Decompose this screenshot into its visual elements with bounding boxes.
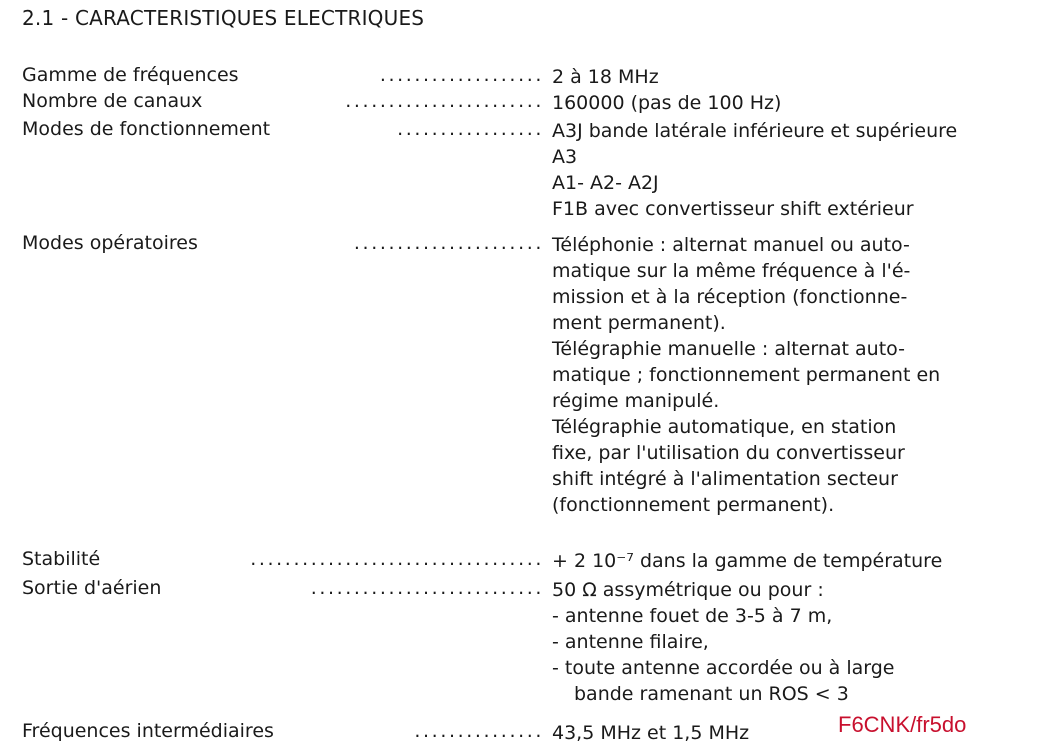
dot-leader: ................. [397, 118, 544, 140]
spec-value: matique sur la même fréquence à l'é- [552, 260, 911, 282]
spec-value: - toute antenne accordée ou à large [552, 657, 895, 679]
spec-value: mission et à la réception (fonctionne- [552, 286, 908, 308]
spec-value: 160000 (pas de 100 Hz) [552, 92, 782, 114]
spec-values [552, 548, 942, 574]
spec-label: Modes opératoires [22, 232, 198, 254]
dot-leader: ............... [414, 720, 544, 742]
spec-label: Sortie d'aérien [22, 577, 162, 599]
spec-label: Stabilité [22, 548, 101, 570]
dot-leader: ........................... [310, 577, 544, 599]
spec-row-antenna-output [22, 577, 1032, 705]
spec-values [552, 90, 781, 116]
section-title: 2.1 - CARACTERISTIQUES ELECTRIQUES [22, 6, 425, 30]
spec-row-channel-count [22, 90, 1032, 120]
spec-row-operational-modes [22, 232, 1032, 516]
spec-value: régime manipulé. [552, 390, 720, 412]
spec-label: Gamme de fréquences [22, 64, 239, 86]
spec-value: F1B avec convertisseur shift extérieur [552, 198, 914, 220]
dot-leader: ...................... [353, 232, 544, 254]
spec-value: 43,5 MHz et 1,5 MHz [552, 722, 750, 744]
spec-value: Télégraphie automatique, en station [552, 416, 897, 438]
spec-value: - antenne filaire, [552, 631, 709, 653]
dot-leader: ....................... [345, 90, 544, 112]
watermark-signature: F6CNK/fr5do [838, 712, 967, 737]
spec-value: (fonctionnement permanent). [552, 494, 835, 516]
spec-label: Modes de fonctionnement [22, 118, 271, 140]
spec-value: A3J bande latérale inférieure et supérieure [552, 120, 958, 142]
spec-value: shift intégré à l'alimentation secteur [552, 468, 898, 490]
spec-label: Fréquences intermédiaires [22, 720, 274, 742]
spec-value: Télégraphie manuelle : alternat auto- [552, 338, 905, 360]
spec-values [552, 64, 659, 90]
spec-row-stability [22, 548, 1032, 578]
spec-value: bande ramenant un ROS < 3 [574, 683, 849, 705]
spec-value: A3 [552, 146, 578, 168]
dot-leader: .................................. [250, 548, 544, 570]
spec-value: 50 Ω assymétrique ou pour : [552, 579, 824, 601]
spec-values [552, 232, 940, 518]
spec-value: A1- A2- A2J [552, 172, 659, 194]
spec-value: Téléphonie : alternat manuel ou auto- [552, 234, 910, 256]
spec-row-operating-modes [22, 118, 1032, 220]
spec-values [552, 577, 894, 707]
dot-leader: ................... [379, 64, 544, 86]
spec-label: Nombre de canaux [22, 90, 203, 112]
spec-values [552, 720, 749, 746]
spec-value: + 2 10⁻⁷ dans la gamme de température [552, 550, 943, 572]
spec-value: fixe, par l'utilisation du convertisseur [552, 442, 905, 464]
spec-value: - antenne fouet de 3-5 à 7 m, [552, 605, 833, 627]
spec-values [552, 118, 957, 222]
spec-value: matique ; fonctionnement permanent en [552, 364, 941, 386]
spec-value: ment permanent). [552, 312, 726, 334]
spec-value: 2 à 18 MHz [552, 66, 659, 88]
